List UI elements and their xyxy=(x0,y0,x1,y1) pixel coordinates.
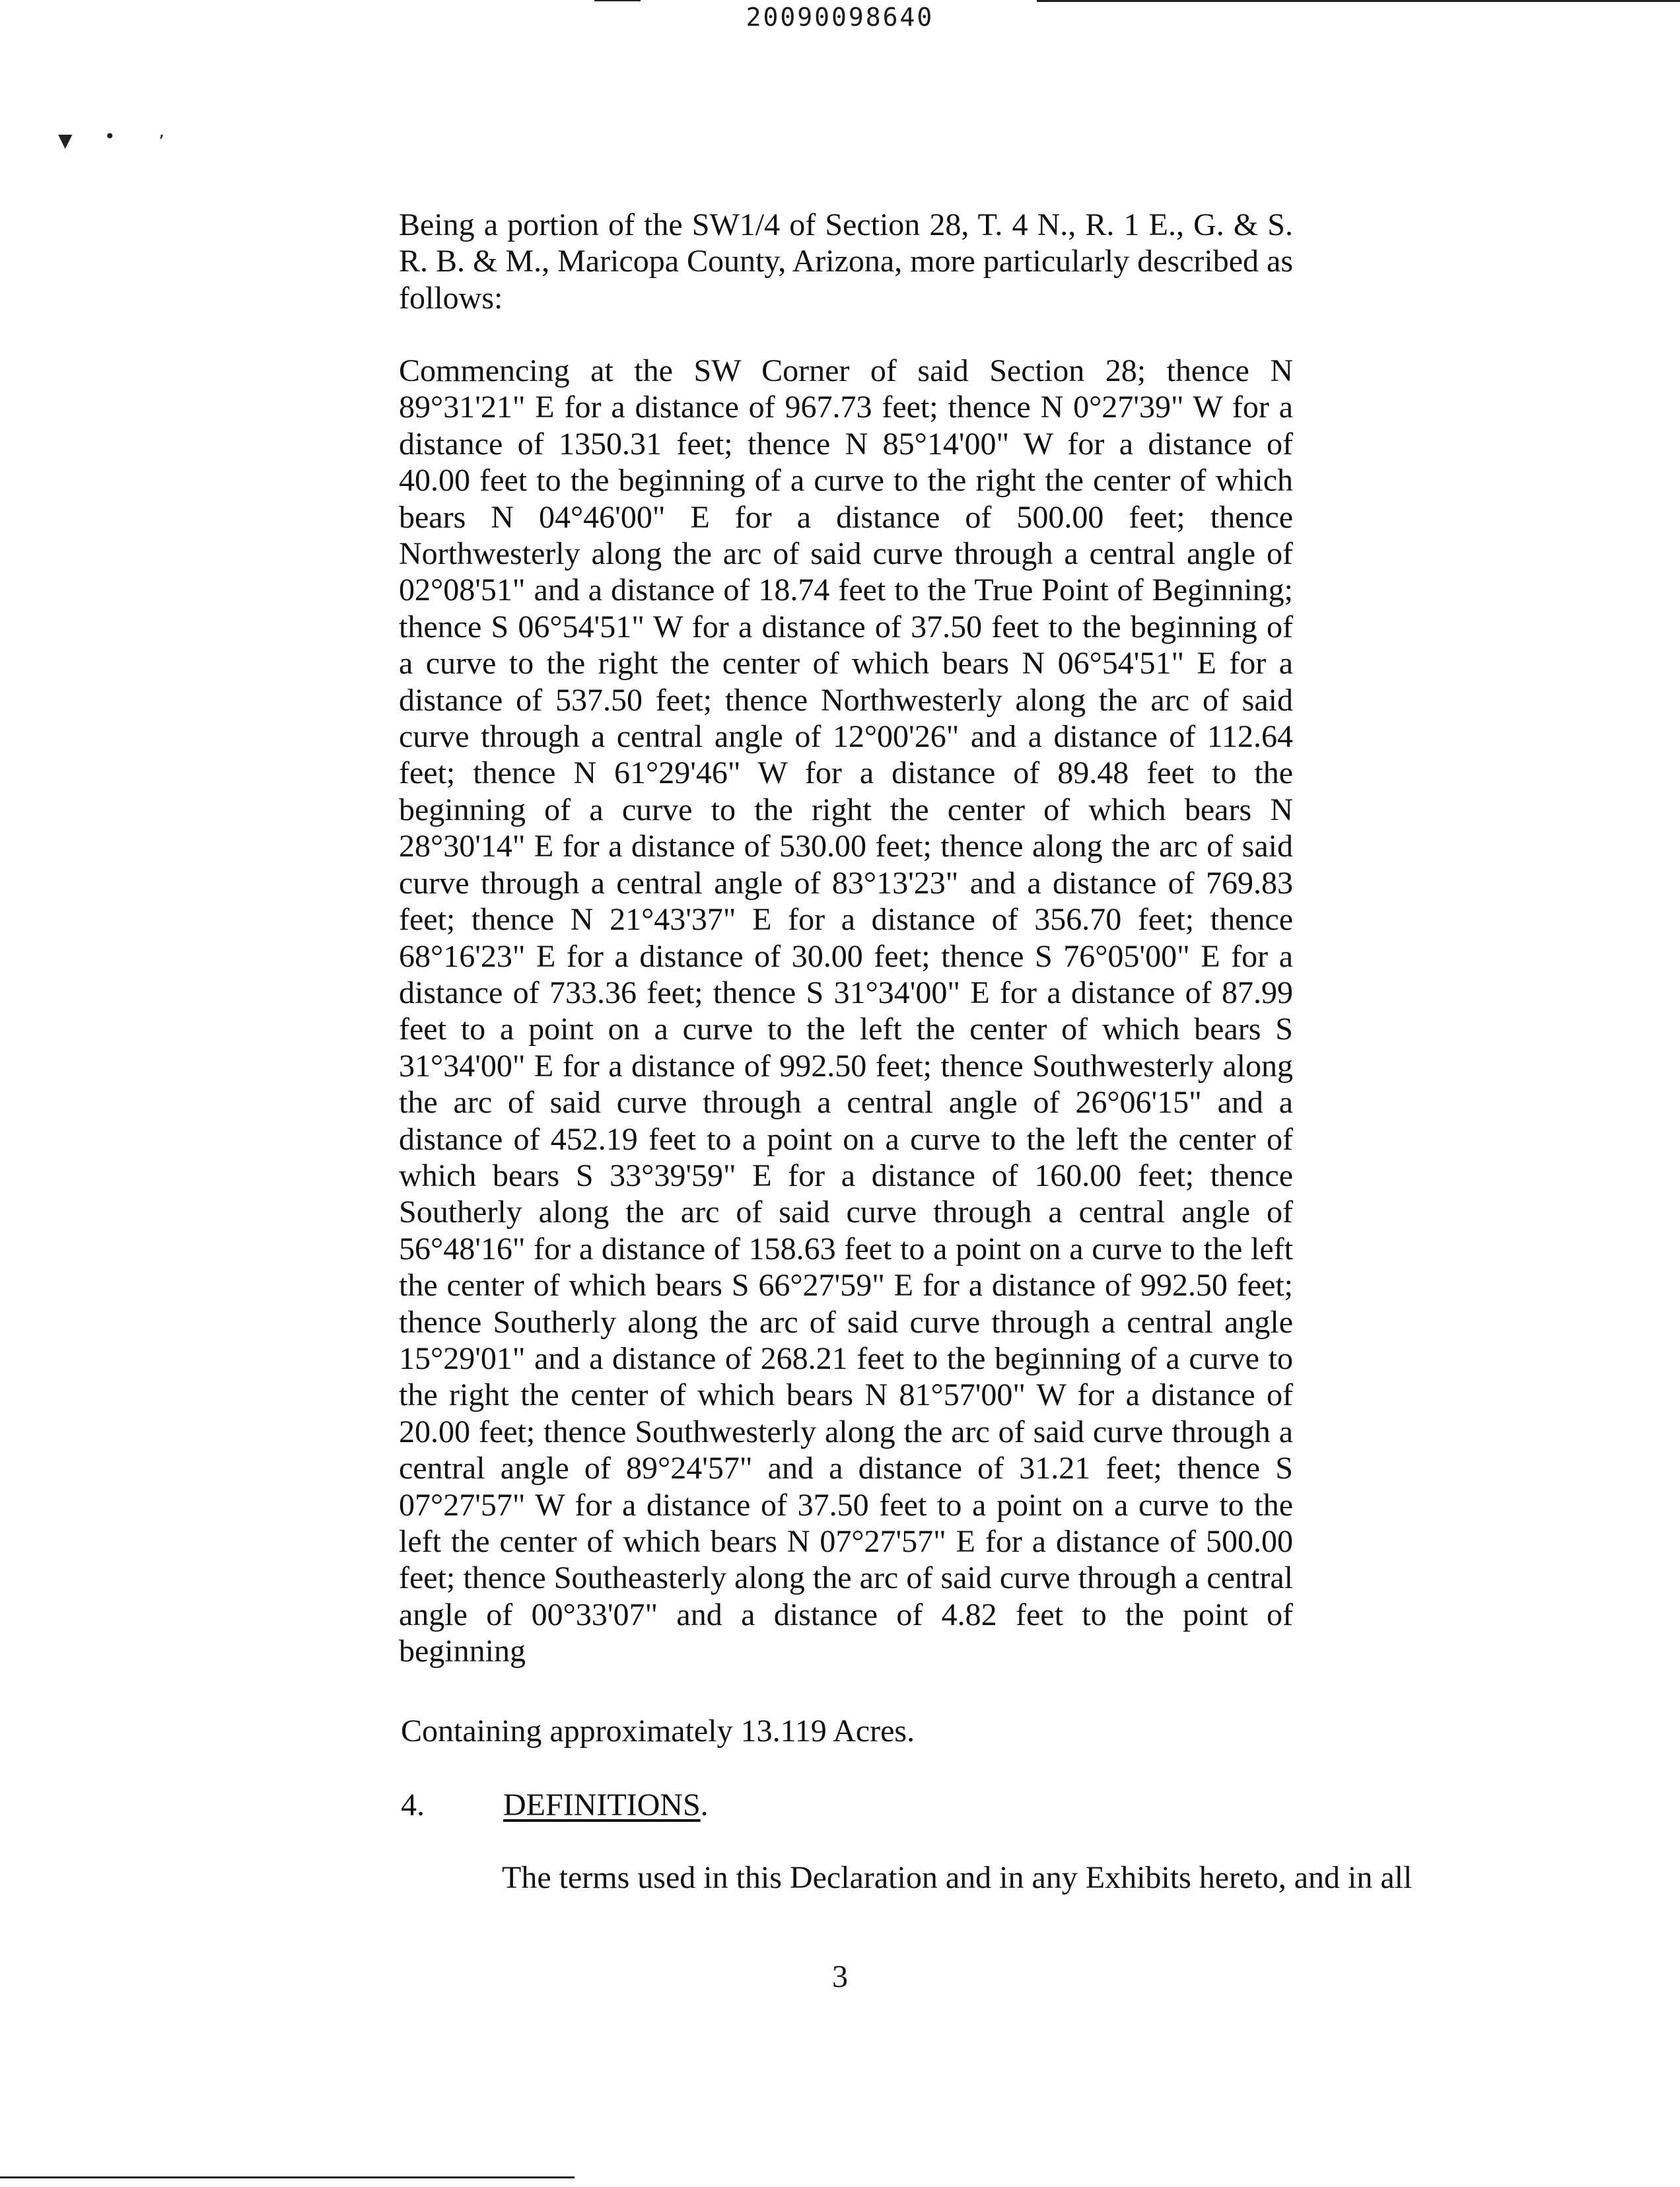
section-heading xyxy=(401,1787,709,1823)
acreage-statement: Containing approximately 13.119 Acres. xyxy=(401,1714,915,1749)
section-body-paragraph: The terms used in this Declaration and in any Exhibits hereto, and in all xyxy=(502,1860,1413,1895)
document-number: 20090098640 xyxy=(746,3,934,32)
section-title: DEFINITIONS xyxy=(503,1788,701,1822)
legal-description-paragraph: Commencing at the SW Corner of said Section 28; thence N 89°31'21" E for a distance of 967.73 feet; thence N 0°27'39" W for a distance of 1350.31 feet; thence N 85°14'00" W for a distance of 40.00 feet to the beginning of a curve to the right the center of which bears N 04°46'00" E for a distance of 500.00 feet; thence Northwesterly along the arc of said curve through a central angle of 02°08'51" and a distance of 18.74 feet to the True Point of Beginning; thence S 06°54'51" W for a distance of 37.50 feet to the beginning of a curve to the right the center of which bears N 06°54'51" E for a distance of 537.50 feet; thence Northwesterly along the arc of said curve through a central angle of 12°00'26" and a distance of 112.64 feet; thence N 61°29'46" W for a distance of 89.48 feet to the beginning of a curve to the right the center of which bears N 28°30'14" E for a distance of 530.00 feet; thence along the arc of said curve through a central angle of 83°13'23" and a distance of 769.83 feet; thence N 21°43'37" E for a distance of 356.70 feet; thence 68°16'23" E for a distance of 30.00 feet; thence S 76°05'00" E for a distance of 733.36 feet; thence S 31°34'00" E for a distance of 87.99 feet to a point on a curve to the left the center of which bears S 31°34'00" E for a distance of 992.50 feet; thence Southwesterly along the arc of said curve through a central angle of 26°06'15" and a distance of 452.19 feet to a point on a curve to the left the center of which bears S 33°39'59" E for a distance of 160.00 feet; thence Southerly along the arc of said curve through a central angle of 56°48'16" for a distance of 158.63 feet to a point on a curve to the left the center of which bears S 66°27'59" E for a distance of 992.50 feet; thence Southerly along the arc of said curve through a central angle 15°29'01" and a distance of 268.21 feet to the beginning of a curve to the right the center of which bears N 81°57'00" W for a distance of 20.00 feet; thence Southwesterly along the arc of said curve through a central angle of 89°24'57" and a distance of 31.21 feet; thence S 07°27'57" W for a distance of 37.50 feet to a point on a curve to the left the center of which bears N 07°27'57" E for a distance of 500.00 feet; thence Southeasterly along the arc of said curve through a central angle of 00°33'07" and a distance of 4.82 feet to the point of beginning xyxy=(399,353,1293,1669)
legal-intro-paragraph: Being a portion of the SW1/4 of Section 28, T. 4 N., R. 1 E., G. & S. R. B. & M., Maricopa County, Arizona, more particularly described as follows: xyxy=(399,207,1293,316)
top-left-rule xyxy=(594,0,641,1)
page-number: 3 xyxy=(832,1959,848,1994)
scan-mark-3: ’ xyxy=(158,131,164,153)
scan-mark-2: • xyxy=(104,125,116,147)
bottom-rule xyxy=(0,2176,575,2178)
section-title-punctuation: . xyxy=(700,1788,709,1822)
section-number: 4. xyxy=(401,1788,425,1822)
top-right-rule xyxy=(1037,0,1680,2)
scan-mark-1: ▼ xyxy=(58,129,73,151)
